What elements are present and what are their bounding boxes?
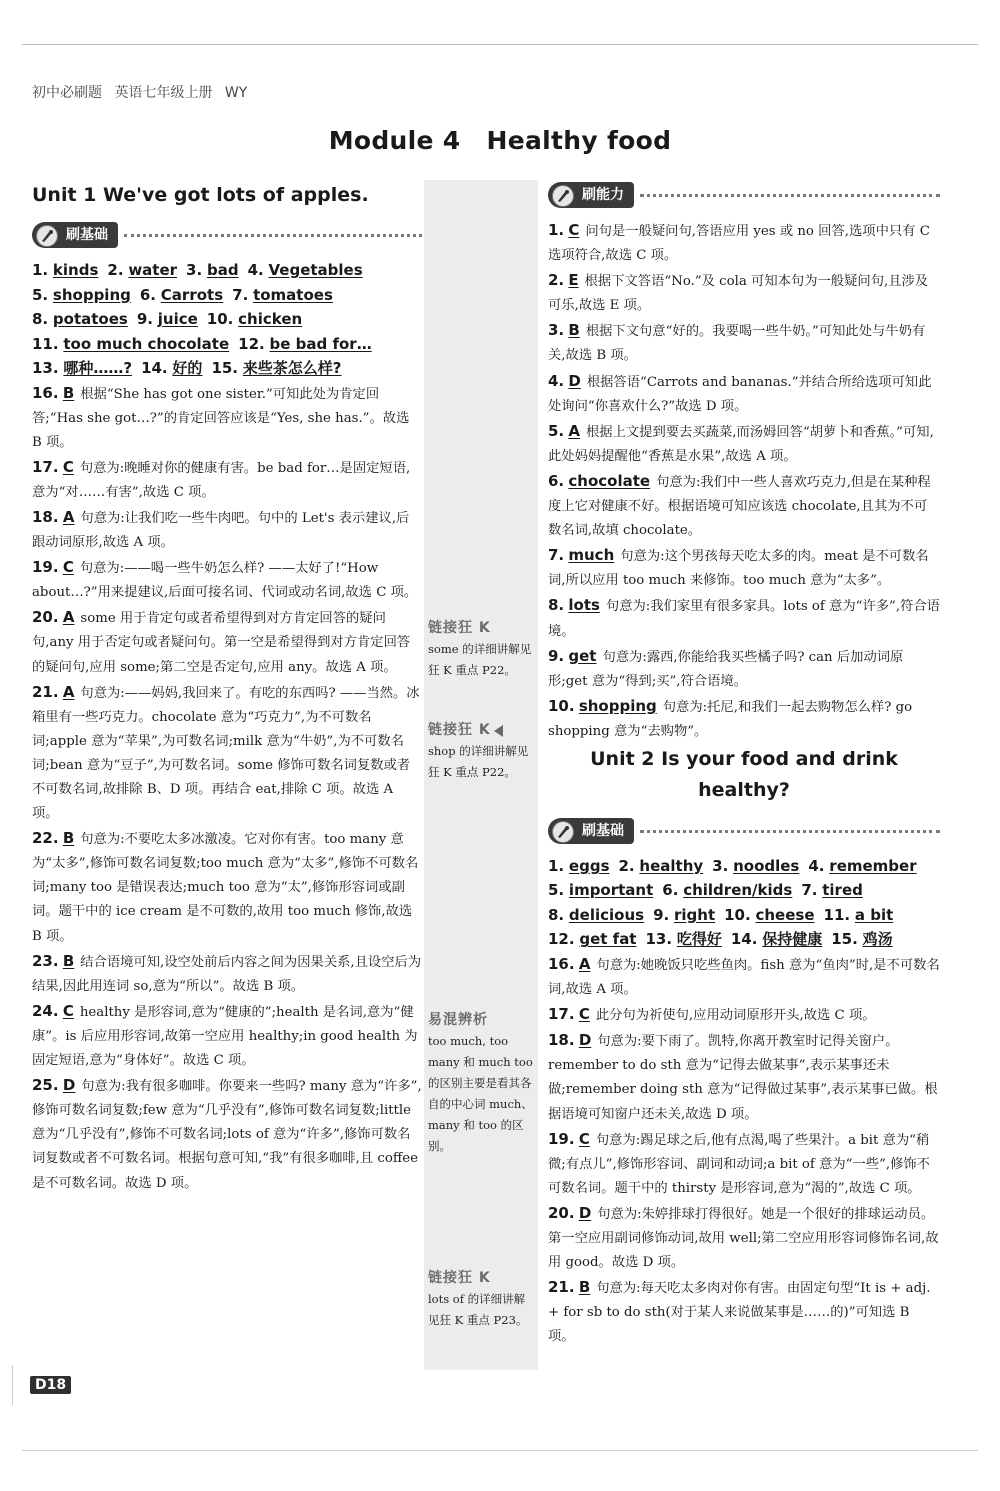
question-number: 23. [32, 951, 59, 970]
explanation-text: 根据上文提到要去买蔬菜,而汤姆回答“胡萝卜和香蕉。”可知,此处妈妈提醒他“香蕉是水果”,故选 A 项。 [548, 424, 934, 464]
fill-answer-item [211, 359, 341, 377]
item-number: 2. [107, 261, 124, 279]
item-number: 11. [823, 905, 851, 924]
arrow-left-icon [494, 725, 503, 737]
item-answer: 鸡汤 [862, 930, 893, 949]
subject-name: 英语七年级上册 [114, 85, 213, 101]
question-number: 9. [548, 646, 565, 665]
item-number: 3. [186, 261, 203, 279]
question-number: 16. [32, 383, 59, 402]
fill-answer-item [724, 906, 814, 924]
item-answer: healthy [639, 856, 704, 875]
question-answer: D [578, 1203, 592, 1222]
unit1-fill-answers [32, 258, 422, 381]
left-column [32, 180, 422, 1196]
item-answer: 保持健康 [762, 930, 823, 949]
answer-explanation [32, 826, 422, 948]
unit2-title-line2: healthy? [698, 778, 790, 801]
explanation-text: 句意为:要下雨了。凯特,你离开教室时记得关窗户。remember to do sth 意为“记得去做某事”,表示某事还未做;remember doing sth 意为“记得做过某事”,表示某事已做。根据语境可知窗户还未关,故选 D 项。 [548, 1034, 938, 1122]
item-number: 10. [206, 310, 234, 328]
answer-explanation [32, 999, 422, 1073]
answer-explanation [32, 505, 422, 555]
side-note-text: too much, too many 和 much too 的区别主要是看其各自的中心词 much、many 和 too 的区别。 [428, 1034, 533, 1153]
brush-icon [552, 185, 574, 207]
item-number: 5. [548, 881, 565, 900]
question-answer: A [578, 954, 591, 973]
dotted-rule [640, 194, 940, 197]
fill-answer-row [32, 332, 422, 357]
right-column [548, 180, 940, 1349]
question-answer: C [568, 221, 580, 239]
item-number: 14. [730, 930, 758, 949]
fill-answer-item [140, 286, 223, 304]
question-number: 16. [548, 954, 575, 973]
answer-explanation [32, 680, 422, 827]
side-note-3 [428, 1010, 536, 1157]
item-number: 12. [548, 930, 575, 949]
item-answer: cheese [755, 905, 815, 924]
fill-answer-item [232, 286, 333, 304]
answer-explanation [32, 949, 422, 999]
explanation-text: 句意为:她晚饭只吃些鱼肉。fish 意为“鱼肉”时,是不可数名词,故选 A 项。 [548, 957, 940, 998]
answer-explanation [548, 694, 940, 744]
section-badge-label: 刷基础 [66, 227, 108, 243]
item-number: 1. [32, 261, 49, 279]
question-answer: chocolate [568, 471, 651, 490]
fill-answer-item [645, 930, 721, 948]
item-answer: Vegetables [268, 261, 363, 279]
unit2-question-answers [548, 952, 940, 1350]
item-answer: 哪种……? [63, 359, 133, 377]
question-answer: get [568, 646, 597, 665]
question-number: 18. [32, 507, 59, 526]
book-name: 初中必刷题 [32, 85, 102, 101]
fill-answer-item [186, 261, 239, 279]
fill-answer-row [548, 903, 940, 928]
dotted-rule [640, 830, 940, 833]
fill-answer-item [32, 335, 229, 353]
item-answer: tired [822, 881, 863, 900]
question-answer: D [578, 1031, 592, 1050]
running-header [32, 82, 255, 102]
question-answer: A [62, 682, 75, 701]
unit2-fill-answers [548, 854, 940, 952]
fill-answer-row [32, 356, 422, 381]
item-number: 6. [662, 881, 679, 900]
fill-answer-item [808, 857, 916, 875]
item-answer: 好的 [172, 359, 203, 377]
fill-answer-item [137, 310, 198, 328]
answer-explanation [548, 318, 940, 368]
fill-answer-item [32, 286, 131, 304]
answer-explanation [548, 1028, 940, 1126]
item-answer: 来些茶怎么样? [242, 359, 342, 377]
question-answer: lots [568, 596, 600, 615]
item-number: 14. [141, 359, 168, 377]
section-badge [548, 818, 634, 844]
question-answer: C [62, 457, 74, 476]
bottom-rule [22, 1450, 978, 1451]
fill-answer-item [824, 906, 894, 924]
side-note-head: 链接狂 K [428, 720, 536, 741]
answer-explanation [32, 605, 422, 679]
explanation-text: 句意为:每天吃太多肉对你有害。由固定句型“It is + adj. + for sb to do sth(对于某人来说做某事是……的)”可知选 B 项。 [548, 1281, 931, 1345]
explanation-text: 句意为:——妈妈,我回来了。有吃的东西吗? ——当然。冰箱里有一些巧克力。chocolate 意为“巧克力”,为不可数名词;apple 意为“苹果”,为可数名词;milk 意为“牛奶”,为不可数名词;bean 意为“豆子”,为可数名词。some 修饰可数名词复数或者不可数名词,故排除 B、D 项。再结合 eat,排除 C 项。故选 A 项。 [32, 685, 420, 822]
question-number: 21. [32, 682, 59, 701]
explanation-text: 句意为:让我们吃一些牛肉吧。句中的 Let's 表示建议,后跟动词原形,故选 A 项。 [32, 510, 410, 551]
question-number: 8. [548, 596, 565, 615]
question-answer: B [568, 321, 580, 340]
fill-answer-item [619, 857, 704, 875]
item-answer: Carrots [160, 285, 224, 304]
explanation-text: 句意为:晚睡对你的健康有害。be bad for…是固定短语,意为“对……有害”,故选 C 项。 [32, 460, 411, 500]
item-answer: noodles [733, 856, 800, 875]
question-answer: D [62, 1076, 76, 1095]
item-number: 10. [724, 905, 751, 924]
question-answer: B [578, 1278, 591, 1297]
edition-code: WY [224, 85, 248, 101]
item-answer: kinds [52, 261, 99, 279]
explanation-text: 句意为:托尼,和我们一起去购物怎么样? go shopping 意为“去购物”。 [548, 699, 913, 739]
question-number: 24. [32, 1001, 59, 1020]
fill-answer-item [548, 930, 636, 948]
item-answer: tomatoes [253, 285, 333, 304]
explanation-text: some 用于肯定句或者希望得到对方肯定回答的疑问句,any 用于否定句或者疑问句。第一空是希望得到对方肯定回答的疑问句,应用 some;第二空是否定句,应用 any。故选 A 项。 [32, 611, 411, 675]
fill-answer-item [662, 881, 792, 899]
explanation-text: 句意为:我有很多咖啡。你要来一些吗? many 意为“许多”,修饰可数名词复数;few 意为“几乎没有”,修饰可数名词复数;little 意为“几乎没有”,修饰不可数名词;lots of 意为“许多”,修饰可数名词复数或者不可数名词。根据句意可知,“我”有很多咖啡,且 coffee 是不可数名词。故选 D 项。 [32, 1079, 422, 1191]
fill-answer-item [207, 310, 302, 328]
question-number: 20. [548, 1203, 575, 1222]
side-note-1 [428, 618, 536, 681]
item-answer: shopping [52, 285, 131, 304]
answer-explanation [548, 268, 940, 318]
explanation-text: 问句是一般疑问句,答语应用 yes 或 no 回答,选项中只有 C 选项符合,故选 C 项。 [548, 224, 930, 264]
explanation-text: 结合语境可知,设空处前后内容之间为因果关系,且设空后为结果,因此用连词 so,意为“所以”。故选 B 项。 [32, 954, 422, 994]
unit1-title: Unit 1 We've got lots of apples. [32, 184, 369, 206]
unit2-title [548, 744, 940, 806]
section-badge [548, 182, 634, 208]
item-number: 13. [645, 930, 673, 949]
item-answer: delicious [568, 905, 645, 924]
question-number: 17. [32, 457, 59, 476]
question-answer: E [568, 271, 579, 290]
answer-explanation [548, 1002, 940, 1028]
side-note-text: shop 的详细讲解见狂 K 重点 P22。 [428, 744, 529, 779]
question-answer: B [62, 383, 75, 402]
item-answer: potatoes [52, 310, 128, 328]
explanation-text: healthy 是形容词,意为“健康的”;health 是名词,意为“健康”。is 后应用形容词,故第一空应用 healthy;in good health 为固定短语,意为“身体好”。故选 C 项。 [32, 1004, 418, 1069]
question-answer: A [62, 608, 75, 627]
answer-explanation [32, 455, 422, 505]
unit2-title-line1: Unit 2 Is your food and drink [590, 747, 898, 770]
explanation-text: 根据“She has got one sister.”可知此处为肯定回答;“Has she got…?”的肯定回答应该是“Yes, she has.”。故选 B 项。 [32, 386, 410, 450]
fill-answer-item [32, 261, 98, 279]
question-number: 7. [548, 546, 565, 565]
explanation-text: 句意为:这个男孩每天吃太多的肉。meat 是不可数名词,所以应用 too much 来修饰。too much 意为“太多”。 [548, 549, 929, 589]
explanation-text: 根据下文答语“No.”及 cola 可知本句为一般疑问句,且涉及可乐,故选 E 项。 [548, 274, 929, 314]
fill-answer-item [801, 881, 863, 899]
explanation-text: 根据下文句意“好的。我要喝一些牛奶。”可知此处与牛奶有关,故选 B 项。 [548, 324, 926, 364]
item-number: 7. [801, 881, 818, 900]
item-answer: eggs [568, 856, 610, 875]
answer-explanation [548, 952, 940, 1002]
item-answer: water [128, 261, 178, 279]
question-number: 4. [548, 371, 565, 390]
side-note-4 [428, 1268, 536, 1331]
item-answer: juice [157, 310, 198, 328]
side-note-text: lots of 的详细讲解见狂 K 重点 P23。 [428, 1292, 528, 1327]
section-badge [32, 222, 118, 248]
question-number: 18. [548, 1031, 575, 1050]
item-answer: get fat [579, 930, 637, 949]
question-number: 3. [548, 321, 565, 340]
explanation-text: 句意为:不要吃太多冰激凌。它对你有害。too many 意为“太多”,修饰可数名词复数;too much 意为“太多”,修饰不可数名词;many too 是错误表达;much too 意为“太”,修饰形容词或副词。题干中的 ice cream 是不可数的,故用 too much 修饰,故选 B 项。 [32, 832, 419, 944]
question-number: 5. [548, 421, 565, 440]
question-answer: D [568, 371, 581, 390]
question-answer: B [62, 829, 75, 848]
question-number: 17. [548, 1005, 575, 1024]
fill-answer-item [548, 906, 644, 924]
item-number: 7. [232, 285, 249, 304]
fill-answer-item [831, 930, 892, 948]
side-note-text: some 的详细讲解见狂 K 重点 P22。 [428, 642, 532, 677]
explanation-text: 句意为:我们中一些人喜欢巧克力,但是在某种程度上它对健康不好。根据语境可知应该选 chocolate,且其为不可数名词,故填 chocolate。 [548, 474, 931, 539]
fill-answer-item [548, 881, 653, 899]
question-answer: A [568, 421, 580, 440]
page-number: D18 [30, 1376, 71, 1394]
item-number: 8. [32, 310, 49, 328]
item-answer: remember [829, 856, 917, 875]
section-badge-label: 刷能力 [582, 187, 624, 203]
explanation-text: 根据答语“Carrots and bananas.”并结合所给选项可知此处询问“你喜欢什么?”故选 D 项。 [548, 374, 932, 414]
fill-answer-row [548, 878, 940, 903]
fill-answer-item [248, 261, 363, 279]
answer-explanation [548, 1127, 940, 1201]
item-number: 2. [618, 856, 635, 875]
brush-icon [552, 821, 574, 843]
item-answer: be bad for… [269, 334, 372, 353]
question-answer: shopping [578, 696, 657, 715]
ability-question-answers [548, 218, 940, 744]
fill-answer-item [548, 857, 610, 875]
fill-answer-row [32, 283, 422, 308]
item-number: 15. [831, 930, 858, 949]
explanation-text: 此分句为祈使句,应用动词原形开头,故选 C 项。 [595, 1008, 876, 1024]
question-number: 25. [32, 1076, 59, 1095]
dotted-rule [124, 234, 422, 237]
explanation-text: 句意为:我们家里有很多家具。lots of 意为“许多”,符合语境。 [548, 599, 940, 639]
fill-answer-item [653, 906, 715, 924]
question-number: 20. [32, 608, 59, 627]
item-answer: children/kids [683, 881, 793, 900]
question-answer: A [62, 507, 75, 526]
item-answer: too much chocolate [63, 334, 230, 353]
question-number: 2. [548, 271, 565, 290]
side-note-head: 易混辨析 [428, 1012, 488, 1028]
item-answer: bad [206, 261, 239, 279]
fill-answer-item [32, 359, 132, 377]
answer-explanation [548, 543, 940, 593]
side-note-head: 链接狂 K [428, 1270, 491, 1286]
explanation-text: 句意为:朱婷排球打得很好。她是一个很好的排球运动员。第一空应用副词修饰动词,故用 well;第二空应用形容词修饰名词,故用 good。故选 D 项。 [548, 1206, 939, 1271]
margin-mark [12, 1365, 27, 1405]
answer-explanation [32, 1073, 422, 1195]
item-number: 15. [211, 359, 239, 377]
fill-answer-item [731, 930, 822, 948]
question-number: 1. [548, 221, 565, 239]
question-number: 6. [548, 471, 565, 490]
unit1-section-header [32, 220, 422, 252]
question-number: 10. [548, 696, 575, 715]
unit1-question-answers [32, 381, 422, 1196]
fill-answer-row [32, 307, 422, 332]
fill-answer-row [32, 258, 422, 283]
answer-explanation [548, 593, 940, 643]
fill-answer-row [548, 854, 940, 879]
question-answer: C [578, 1129, 590, 1148]
item-number: 1. [548, 856, 565, 875]
ability-section-header [548, 180, 940, 212]
answer-explanation [32, 555, 422, 605]
fill-answer-item [238, 335, 372, 353]
module-label: Module 4 [328, 126, 461, 155]
section-badge-label: 刷基础 [582, 822, 624, 839]
question-answer: much [568, 546, 615, 565]
fill-answer-item [107, 261, 177, 279]
question-answer: C [62, 558, 74, 577]
answer-explanation [548, 644, 940, 694]
question-number: 22. [32, 829, 59, 848]
top-rule [22, 44, 978, 45]
side-note-2 [428, 720, 536, 783]
question-number: 19. [548, 1129, 575, 1148]
answer-explanation [32, 381, 422, 455]
question-answer: B [62, 951, 75, 970]
fill-answer-row [548, 927, 940, 952]
item-number: 12. [238, 334, 265, 353]
item-number: 9. [136, 310, 153, 328]
question-number: 21. [548, 1278, 575, 1297]
module-name: Healthy food [486, 126, 672, 155]
explanation-text: 句意为:踢足球之后,他有点渴,喝了些果汁。a bit 意为“稍微;有点儿”,修饰形容词、副词和动词;a bit of 意为“一些”,修饰不可数名词。题干中的 thirsty 是形容词,意为“渴的”,故选 C 项。 [548, 1132, 930, 1196]
item-answer: 吃得好 [676, 930, 722, 949]
item-number: 11. [32, 334, 59, 353]
answer-explanation [548, 369, 940, 419]
module-title [0, 126, 1000, 155]
answer-explanation [548, 469, 940, 543]
item-answer: a bit [854, 905, 894, 924]
side-note-head: 链接狂 K [428, 620, 491, 636]
question-number: 19. [32, 558, 59, 577]
answer-explanation [548, 1275, 940, 1349]
item-answer: chicken [238, 310, 303, 328]
item-number: 6. [139, 285, 157, 304]
question-answer: C [578, 1005, 590, 1024]
item-number: 8. [548, 905, 565, 924]
fill-answer-item [712, 857, 799, 875]
fill-answer-item [141, 359, 202, 377]
item-number: 5. [32, 285, 49, 304]
brush-icon [36, 225, 58, 247]
fill-answer-item [32, 310, 128, 328]
question-answer: C [62, 1001, 74, 1020]
answer-explanation [548, 419, 940, 469]
item-number: 3. [712, 856, 729, 875]
answer-explanation [548, 1201, 940, 1275]
explanation-text: 句意为:露西,你能给我买些橘子吗? can 后加动词原形;get 意为“得到;买”,符合语境。 [548, 649, 904, 689]
item-number: 4. [247, 261, 264, 279]
answer-explanation [548, 218, 940, 268]
item-number: 9. [653, 905, 670, 924]
item-number: 13. [32, 359, 59, 377]
item-answer: right [673, 905, 716, 924]
item-answer: important [568, 881, 654, 900]
item-number: 4. [808, 856, 825, 875]
unit2-section-header [548, 816, 940, 848]
explanation-text: 句意为:——喝一些牛奶怎么样? ——太好了!“How about…?”用来提建议,后面可接名词、代词或动名词,故选 C 项。 [32, 561, 418, 601]
